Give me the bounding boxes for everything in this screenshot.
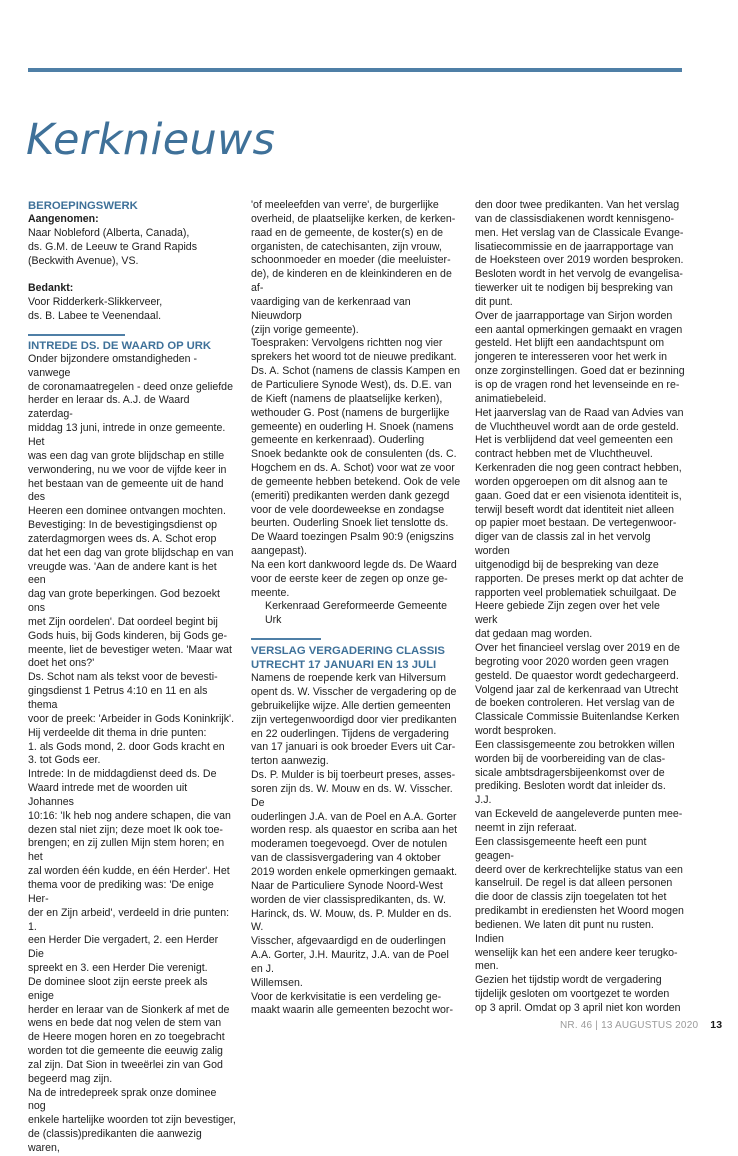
text-line: vaardiging van de kerkenraad van Nieuwdorp [251, 295, 411, 322]
text-line: Na een kort dankwoord legde ds. De Waard [251, 558, 457, 571]
text-line: Onder bijzondere omstandigheden - vanwege [28, 352, 198, 379]
text-line: gaan. Goed dat er een visienota identiteit is, [475, 489, 682, 502]
text-line: men. [475, 960, 499, 973]
text-line: Gods huis, bij Gods kinderen, bij Gods ge- [28, 629, 228, 642]
text-line: dag van grote beperkingen. God bezoekt ons [28, 588, 221, 615]
text-line: (emeriti) predikanten werden dank gezegd [251, 489, 450, 502]
text-line: den door twee predikanten. Van het verslag [475, 199, 680, 211]
text-line: gemeente) en ouderling H. Snoek (namens [251, 420, 454, 433]
text-line: Waard intrede met de woorden uit Johannes [28, 782, 188, 808]
text-line: 10:16: 'Ik heb nog andere schapen, die van [28, 809, 231, 822]
text-line: 'of meeleefden van verre', de burgerlijke [251, 199, 439, 211]
text-line: een aantal opmerkingen gemaakt en vragen [475, 323, 683, 336]
text-line: diger van de classis zal in het vervolg worden [475, 531, 651, 558]
text-line: Namens de roepende kerk van Hilversum [251, 672, 446, 685]
text-line: Naar de Particuliere Synode Noord-West [251, 879, 443, 892]
text-line: A.A. Gorter, J.H. Mauritz, J.A. van de Poel en J. [251, 949, 449, 975]
text-line: de Heere mogen horen en zo toegebracht [28, 1031, 225, 1044]
page-number: 13 [710, 1019, 723, 1031]
text-line: dat gedaan mag worden. [475, 628, 593, 641]
text-line: Kerkenraden die nog geen contract hebben, [475, 462, 682, 475]
text-line: was een dag van grote blijdschap en stille [28, 449, 225, 462]
text-line: een Herder Die vergadert, 2. een Herder Die [28, 934, 219, 961]
text-line: van 17 januari is ook broeder Evers uit Car- [251, 741, 456, 754]
text-line: raad en de gemeente, de koster(s) en de [251, 226, 443, 239]
text-line: zijn vertegenwoordigd door vier predikanten [251, 713, 457, 726]
text-line: op papier moet bestaan. De vertegenwoor- [475, 517, 677, 530]
text-line: De dominee sloot zijn eerste preek als enige [28, 975, 208, 1002]
text-line: organisten, de catechisanten, zijn vrouw, [251, 240, 442, 253]
text-line: dit punt. [475, 295, 513, 308]
text-line: ds. G.M. de Leeuw te Grand Rapids [28, 240, 197, 253]
text-line: animatiebeleid. [475, 392, 547, 405]
section-heading-intrede: INTREDE DS. DE WAARD OP URK [28, 334, 125, 353]
text-line: spreekt en 3. een Herder Die verenigt. [28, 962, 208, 975]
text-line: Gezien het tijdstip wordt de vergadering [475, 974, 662, 987]
text-line: aangepast). [251, 545, 307, 558]
text-line: gesteld. De quaestor wordt gedechargeerd. [475, 669, 679, 682]
text-line: doet het ons?' [28, 657, 95, 670]
text-line: wens en bede dat nog velen de stem van [28, 1017, 222, 1030]
text-line: begeerd mag zijn. [28, 1072, 113, 1085]
text-line: Over het financieel verslag over 2019 en de [475, 642, 680, 654]
text-line: terwijl beseft wordt dat identiteit niet alleen [475, 503, 675, 516]
text-line: voor de vele doordeweekse en zondagse [251, 503, 445, 516]
text-line: ouderlingen J.A. van de Poel en A.A. Gorter [251, 810, 457, 823]
text-line: (zijn vorige gemeente). [251, 323, 359, 336]
text-line: op 3 april. Omdat op 3 april niet kon worden [475, 1001, 681, 1014]
text-line: worden resp. als quaestor en scriba aan het [251, 824, 458, 837]
section-divider [251, 638, 321, 640]
text-line: (Beckwith Avenue), VS. [28, 254, 139, 267]
text-line: Toespraken: Vervolgens richtten nog vier [251, 337, 443, 350]
column-3 [475, 199, 685, 1016]
verslag-continued-body [475, 199, 685, 1016]
text-line: men. Het verslag van de Classicale Evange- [475, 226, 684, 239]
top-rule [28, 68, 682, 72]
text-line: onze zorginstellingen. Goed dat er bezinning [475, 365, 685, 378]
text-line: Bevestiging: In de bevestigingsdienst op [28, 519, 218, 532]
bedankt-label: Bedankt: [28, 282, 74, 295]
text-line: kanselruil. De regel is dat alleen personen [475, 877, 673, 890]
text-line: worden opgeroepen om dit alsnog aan te [475, 475, 668, 488]
text-line: de Vluchtheuvel wordt aan de orde gesteld. [475, 420, 679, 433]
text-line: 1. als Gods mond, 2. door Gods kracht en [28, 740, 225, 753]
column-1 [28, 199, 236, 1156]
text-line: Hogchem en ds. A. Schot) voor wat ze voor [251, 462, 455, 475]
text-line: de Hoeksteen over 2019 worden besproken. [475, 254, 684, 267]
text-line: neemt in zijn referaat. [475, 821, 577, 834]
verslag-body [251, 672, 462, 1018]
text-line: Een classisgemeente heeft een punt geagen- [475, 835, 647, 862]
text-line: beurten. Ouderling Snoek liet tenslotte ds. [251, 517, 449, 530]
text-line: de Kieft (namens de plaatselijke kerken), [251, 392, 443, 405]
text-line: voor de eerste keer de zegen op onze ge- [251, 572, 448, 585]
text-line: gemeente en kerkenraad). Ouderling [251, 434, 425, 447]
text-line: Harinck, ds. W. Mouw, ds. P. Mulder en ds. W. [251, 907, 452, 934]
signature-line: Urk [265, 614, 282, 627]
text-line: sicale ambtsdragersbijeenkomst over de [475, 766, 665, 779]
text-line: meente. [251, 586, 290, 599]
text-line: der en Zijn arbeid', verdeeld in drie punten: 1. [28, 906, 230, 933]
text-line: zal zijn. Dat Sion in tweeërlei zin van God [28, 1058, 223, 1071]
text-line: rapporten. De preses merkt op dat achter de [475, 572, 684, 585]
text-line: brengen; en zij zullen Mijn stem horen; en het [28, 837, 225, 864]
text-line: Na de intredepreek sprak onze dominee nog [28, 1086, 217, 1113]
text-line: voor de preek: 'Arbeider in Gods Koninkrijk'. [28, 712, 235, 725]
text-line: terton aanwezig. [251, 755, 329, 768]
text-line: de coronamaatregelen - deed onze geliefde [28, 380, 233, 393]
text-line: zal worden één kudde, en één Herder'. Het [28, 865, 230, 878]
text-line: dezen stal niet zijn; deze moet Ik ook toe- [28, 823, 223, 836]
text-line: Ds. A. Schot (namens de classis Kampen en [251, 365, 461, 378]
text-line: uitgenodigd bij de bespreking van deze [475, 558, 659, 571]
text-line: Willemsen. [251, 976, 303, 989]
text-line: tiewerker uit te nodigen bij bespreking van [475, 282, 673, 295]
text-line: gingsdienst 1 Petrus 4:10 en 11 en als thema [28, 685, 208, 711]
text-line: worden tot die gemeente die eeuwig zalig [28, 1045, 223, 1058]
text-line: Hij verdeelde dit thema in drie punten: [28, 726, 207, 739]
text-line: De Waard toezingen Psalm 90:9 (enigszins [251, 531, 454, 544]
text-line: bedienen. We laten dit punt nu rusten. Indien [475, 918, 654, 945]
text-line: deerd over de kerkrechtelijke status van een [475, 863, 683, 876]
bedankt-text [28, 296, 236, 324]
text-line: lisatiecommissie en de jaarrapportage van [475, 240, 674, 253]
text-line: Heere gebiede Zijn zegen over het vele werk [475, 600, 660, 627]
text-line: Het jaarverslag van de Raad van Advies van [475, 406, 684, 419]
page-title: Kerknieuws [26, 115, 276, 165]
page-footer [560, 1019, 723, 1032]
text-line: Besloten wordt in het vervolg de evangelisa- [475, 268, 683, 281]
text-line: prediking. Besloten wordt dat inleider ds. J.J. [475, 780, 666, 807]
text-line: van de classisdiakenen wordt kennisgeno- [475, 212, 675, 225]
text-line: begroting voor 2020 worden geen vragen [475, 655, 669, 668]
text-line: vreugde was. 'Aan de andere kant is het een [28, 560, 217, 587]
text-line: ds. B. Labee te Veenendaal. [28, 310, 162, 323]
text-line: gesteld. Het blijft een aandachtspunt om [475, 337, 665, 350]
text-line: de gemeente hebben betekend. Ook de vele [251, 475, 461, 488]
text-line: dat het een dag van grote blijdschap en van [28, 546, 234, 559]
text-line: schoonmoeder en moeder (die meeluister- [251, 254, 451, 267]
text-line: Volgend jaar zal de kerkenraad van Utrecht [475, 683, 679, 696]
text-line: wordt besproken. [475, 725, 557, 738]
text-line: moderamen toegevoegd. Over de notulen [251, 838, 448, 851]
text-line: Voor Ridderkerk-Slikkerveer, [28, 296, 163, 309]
text-line: van Eckeveld de aangeleverde punten mee- [475, 808, 683, 821]
text-line: Ds. Schot nam als tekst voor de bevesti- [28, 671, 218, 684]
text-line: Visscher, afgevaardigd en de ouderlingen [251, 935, 446, 948]
text-line: enkele hartelijke woorden tot zijn bevestiger, [28, 1114, 236, 1127]
aangenomen-text [28, 227, 236, 269]
text-line: Over de jaarrapportage van Sirjon worden [475, 309, 673, 322]
text-line: zaterdagmorgen wees ds. A. Schot erop [28, 532, 217, 545]
text-line: de boeken controleren. Het verslag van de [475, 697, 675, 710]
text-line: met Zijn oordelen'. Dat oordeel begint bij [28, 615, 218, 628]
text-line: gebruikelijke wijze. Alle dertien gemeenten [251, 699, 451, 712]
text-line: Ds. P. Mulder is bij toerbeurt preses, asses- [251, 769, 456, 782]
text-line: soren zijn ds. W. Mouw en ds. W. Visscher. De [251, 782, 453, 809]
issue-info: NR. 46 | 13 AUGUSTUS 2020 [560, 1020, 699, 1031]
text-line: rapporten veel problematiek schuilgaat. De [475, 586, 677, 599]
text-line: die door de classis zijn toegelaten tot het [475, 891, 667, 904]
text-line: wethouder G. Post (namens de burgerlijke [251, 406, 450, 419]
text-line: tijdelijk gesloten om voortgezet te worden [475, 988, 670, 1001]
text-line: Voor de kerkvisitatie is een verdeling ge- [251, 990, 442, 1003]
text-line: Naar Nobleford (Alberta, Canada), [28, 226, 190, 239]
intrede-continued-body [251, 199, 462, 600]
signature-line: Kerkenraad Gereformeerde Gemeente [265, 600, 447, 613]
text-line: Snoek bedankte ook de consulenten (ds. C. [251, 448, 457, 461]
text-line: de (classis)predikanten die aanwezig waren, [28, 1128, 202, 1154]
aangenomen-label: Aangenomen: [28, 213, 99, 225]
text-line: middag 13 juni, intrede in onze gemeente. Het [28, 422, 226, 448]
text-line: herder en leraar ds. A.J. de Waard zaterdag- [28, 394, 190, 421]
text-line: Het is verblijdend dat veel gemeenten een [475, 434, 673, 447]
column-2 [251, 199, 462, 1018]
text-line: verwondering, nu we voor de vijfde keer in [28, 463, 227, 476]
section-heading-verslag: VERSLAG VERGADERING CLASSIS UTRECHT 17 JANUARI EN 13 JULI [251, 645, 445, 672]
text-line: contract hebben met de Vluchtheuvel. [475, 448, 653, 461]
text-line: maakt waarin alle gemeenten bezocht wor- [251, 1004, 453, 1017]
text-line: van de classisvergadering van 4 oktober [251, 852, 441, 865]
text-line: het bestaan van de gemeente uit de hand des [28, 477, 224, 504]
text-line: opent ds. W. Visscher de vergadering op de [251, 686, 457, 698]
text-line: 3. tot Gods eer. [28, 754, 101, 767]
text-line: Heeren een dominee ontvangen mochten. [28, 505, 226, 518]
text-line: Intrede: In de middagdienst deed ds. De [28, 768, 217, 781]
text-line: de), de kinderen en de kleinkinderen en de af- [251, 268, 452, 295]
text-line: Classicale Commissie Buitenlandse Kerken [475, 711, 680, 724]
text-line: sprekers het woord tot de nieuwe predikant. [251, 351, 457, 364]
text-line: en 22 ouderlingen. Tijdens de vergadering [251, 727, 449, 740]
text-line: worden bij de voorbereiding van de clas- [475, 752, 666, 765]
text-line: jongeren te interesseren voor het werk in [475, 351, 667, 364]
text-line: thema voor de prediking was: 'De enige Her- [28, 878, 214, 905]
text-line: meente, liet de bevestiger weten. 'Maar wat [28, 643, 232, 656]
text-line: Een classisgemeente zou betrokken willen [475, 738, 675, 751]
text-line: wenselijk kan het een andere keer terugko- [475, 946, 678, 959]
intrede-body [28, 353, 236, 1156]
text-line: predikambt in erediensten het Woord mogen [475, 905, 684, 918]
text-line: is op de vragen rond het levenseinde en re- [475, 378, 680, 391]
text-line: overheid, de plaatselijke kerken, de kerken- [251, 212, 456, 225]
text-line: worden de vier classispredikanten, ds. W. [251, 893, 446, 906]
section-heading-beroepingswerk: BEROEPINGSWERK [28, 200, 138, 212]
text-line: de Particuliere Synode West), ds. D.E. van [251, 378, 452, 391]
text-line: herder en leraar van de Sionkerk af met de [28, 1003, 230, 1016]
text-line: 2019 worden enkele opmerkingen gemaakt. [251, 865, 458, 878]
